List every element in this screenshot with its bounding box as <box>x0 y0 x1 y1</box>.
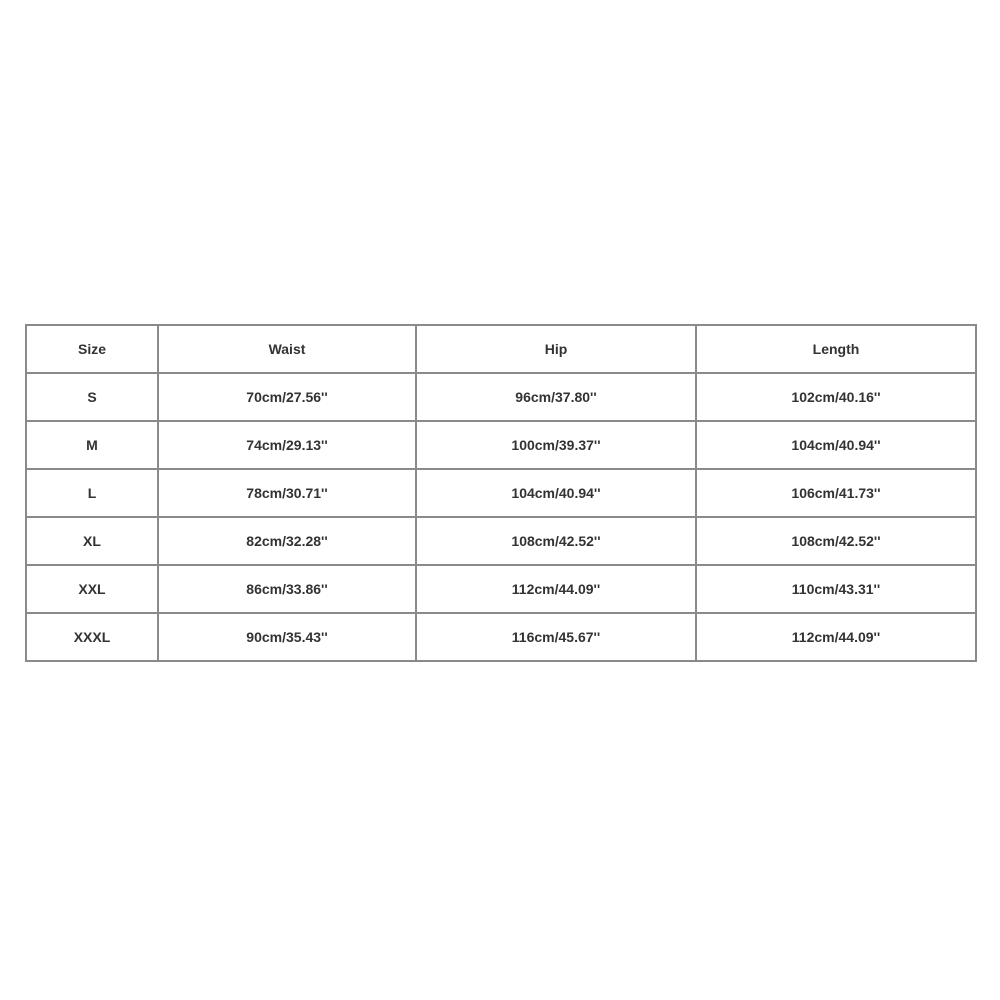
cell-length: 106cm/41.73'' <box>696 469 976 517</box>
cell-hip: 112cm/44.09'' <box>416 565 696 613</box>
cell-size: S <box>26 373 158 421</box>
cell-size: XXXL <box>26 613 158 661</box>
cell-waist: 74cm/29.13'' <box>158 421 416 469</box>
cell-size: M <box>26 421 158 469</box>
header-hip: Hip <box>416 325 696 373</box>
header-size: Size <box>26 325 158 373</box>
cell-size: XL <box>26 517 158 565</box>
header-row <box>26 325 976 373</box>
cell-length: 104cm/40.94'' <box>696 421 976 469</box>
cell-waist: 82cm/32.28'' <box>158 517 416 565</box>
cell-waist: 86cm/33.86'' <box>158 565 416 613</box>
table-row <box>26 469 976 517</box>
cell-length: 108cm/42.52'' <box>696 517 976 565</box>
cell-waist: 78cm/30.71'' <box>158 469 416 517</box>
table-row <box>26 613 976 661</box>
table-row <box>26 565 976 613</box>
cell-waist: 70cm/27.56'' <box>158 373 416 421</box>
size-chart-table <box>25 324 977 662</box>
cell-hip: 100cm/39.37'' <box>416 421 696 469</box>
cell-hip: 108cm/42.52'' <box>416 517 696 565</box>
cell-size: L <box>26 469 158 517</box>
cell-hip: 104cm/40.94'' <box>416 469 696 517</box>
header-waist: Waist <box>158 325 416 373</box>
cell-length: 110cm/43.31'' <box>696 565 976 613</box>
table-row <box>26 373 976 421</box>
cell-size: XXL <box>26 565 158 613</box>
cell-hip: 96cm/37.80'' <box>416 373 696 421</box>
header-length: Length <box>696 325 976 373</box>
cell-waist: 90cm/35.43'' <box>158 613 416 661</box>
table-row <box>26 421 976 469</box>
cell-length: 102cm/40.16'' <box>696 373 976 421</box>
table-row <box>26 517 976 565</box>
cell-length: 112cm/44.09'' <box>696 613 976 661</box>
cell-hip: 116cm/45.67'' <box>416 613 696 661</box>
